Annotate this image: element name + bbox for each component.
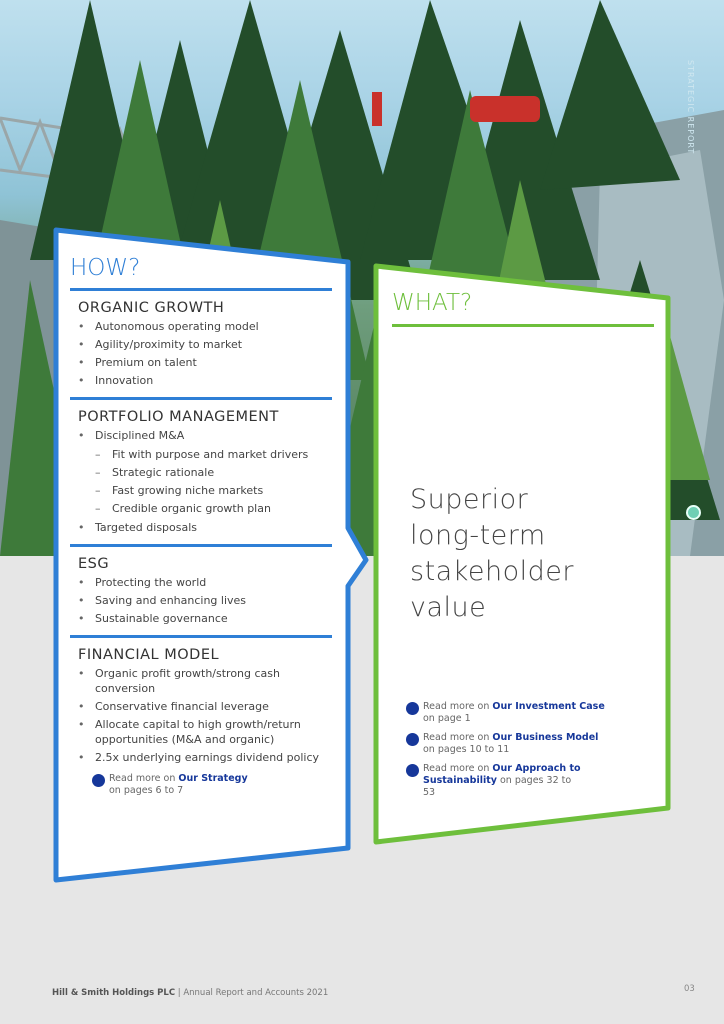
footer-company: Hill & Smith Holdings PLC bbox=[52, 988, 176, 998]
organic-growth-section bbox=[70, 300, 332, 388]
sub-list-item: – Fast growing niche markets bbox=[95, 483, 332, 498]
sub-list-item: – Credible organic growth plan bbox=[95, 501, 332, 516]
section-divider bbox=[70, 397, 332, 400]
page-footer: Hill & Smith Holdings PLC | Annual Report and Accounts 2021 bbox=[52, 988, 329, 998]
value-statement: Superior long-term stakeholder value bbox=[410, 484, 574, 623]
list-item: • Conservative financial leverage bbox=[78, 699, 332, 714]
sustainability-link[interactable]: Our Approach to Sustainability bbox=[423, 763, 581, 786]
footer-report: Annual Report and Accounts 2021 bbox=[183, 988, 329, 998]
how-heading: HOW? bbox=[70, 255, 141, 281]
what-heading-rule bbox=[392, 324, 654, 327]
portfolio-management-section bbox=[70, 409, 332, 535]
section-side-label: STRATEGIC REPORT bbox=[686, 60, 695, 155]
sub-list-item: – Fit with purpose and market drivers bbox=[95, 447, 332, 462]
esg-section bbox=[70, 556, 332, 626]
read-more-icon bbox=[92, 774, 105, 787]
list-item: • Innovation bbox=[78, 373, 332, 388]
how-panel bbox=[70, 255, 332, 797]
section-title: PORTFOLIO MANAGEMENT bbox=[78, 409, 279, 425]
read-more-icon bbox=[406, 764, 419, 777]
section-divider bbox=[70, 544, 332, 547]
what-read-more-list bbox=[406, 694, 646, 799]
list-item: • Protecting the world bbox=[78, 575, 332, 590]
business-model-link[interactable]: Our Business Model bbox=[492, 732, 599, 743]
section-title: ESG bbox=[78, 556, 110, 572]
sustainability-read-more[interactable]: Read more on Our Approach to Sustainability on pages 32 to 53 bbox=[406, 763, 646, 799]
read-more-icon bbox=[406, 733, 419, 746]
list-item: • Organic profit growth/strong cash conversion bbox=[78, 666, 332, 696]
page-number: 03 bbox=[684, 984, 695, 994]
how-heading-rule bbox=[70, 288, 332, 291]
section-title: ORGANIC GROWTH bbox=[78, 300, 225, 316]
what-panel bbox=[392, 290, 654, 327]
sub-list-item: – Strategic rationale bbox=[95, 465, 332, 480]
list-item: • Autonomous operating model bbox=[78, 319, 332, 334]
list-item: • Saving and enhancing lives bbox=[78, 593, 332, 608]
business-model-read-more[interactable]: Read more on Our Business Model on pages 10 to 11 bbox=[406, 732, 646, 756]
investment-case-link[interactable]: Our Investment Case bbox=[492, 701, 605, 712]
list-item: • Agility/proximity to market bbox=[78, 337, 332, 352]
strategy-link[interactable]: Our Strategy bbox=[178, 773, 248, 784]
investment-case-read-more[interactable]: Read more on Our Investment Case on page 1 bbox=[406, 701, 646, 725]
list-item: • Sustainable governance bbox=[78, 611, 332, 626]
list-item: • Premium on talent bbox=[78, 355, 332, 370]
what-heading: WHAT? bbox=[392, 290, 473, 316]
list-item: • Targeted disposals bbox=[78, 520, 332, 535]
list-item: • Disciplined M&A bbox=[78, 428, 332, 443]
strategy-read-more[interactable]: Read more on Our Strategy on pages 6 to 7 bbox=[92, 773, 332, 797]
section-divider bbox=[70, 635, 332, 638]
read-more-icon bbox=[406, 702, 419, 715]
list-item: • Allocate capital to high growth/return opportunities (M&A and organic) bbox=[78, 717, 332, 747]
list-item: • 2.5x underlying earnings dividend policy bbox=[78, 750, 332, 765]
financial-model-section bbox=[70, 647, 332, 765]
section-title: FINANCIAL MODEL bbox=[78, 647, 220, 663]
